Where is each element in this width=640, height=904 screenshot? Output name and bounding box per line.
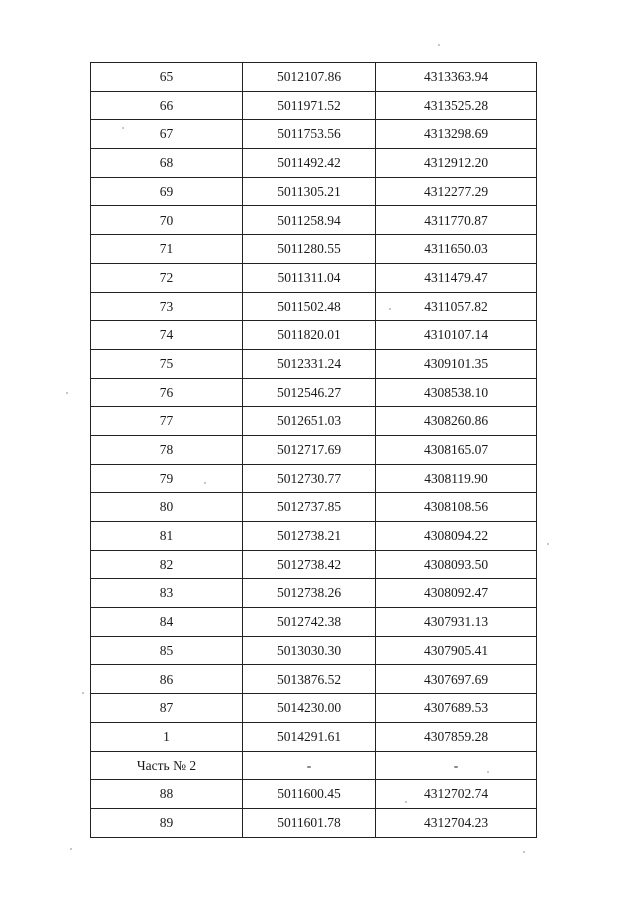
point-number-cell: 80 <box>91 493 243 522</box>
table-row <box>91 235 537 264</box>
x-coordinate-cell: 5011280.55 <box>243 235 376 264</box>
scan-speck <box>438 44 440 46</box>
x-coordinate-cell: 5011305.21 <box>243 177 376 206</box>
x-coordinate-cell: 5012738.21 <box>243 522 376 551</box>
table-row <box>91 407 537 436</box>
x-coordinate-cell: - <box>243 751 376 780</box>
y-coordinate-cell: 4309101.35 <box>376 349 537 378</box>
point-number-cell: 81 <box>91 522 243 551</box>
table-row <box>91 149 537 178</box>
scan-speck <box>70 848 72 850</box>
y-coordinate-cell: 4307931.13 <box>376 608 537 637</box>
y-coordinate-cell: 4307859.28 <box>376 722 537 751</box>
y-coordinate-cell: 4313298.69 <box>376 120 537 149</box>
y-coordinate-cell: 4307905.41 <box>376 636 537 665</box>
scan-speck <box>82 692 84 694</box>
x-coordinate-cell: 5012651.03 <box>243 407 376 436</box>
y-coordinate-cell: 4313525.28 <box>376 91 537 120</box>
table-row <box>91 378 537 407</box>
x-coordinate-cell: 5011753.56 <box>243 120 376 149</box>
scan-speck <box>405 801 407 803</box>
table-row <box>91 321 537 350</box>
table-row <box>91 349 537 378</box>
coordinates-table <box>90 62 537 838</box>
table-row <box>91 522 537 551</box>
table-row <box>91 292 537 321</box>
x-coordinate-cell: 5012737.85 <box>243 493 376 522</box>
y-coordinate-cell: 4312912.20 <box>376 149 537 178</box>
table-row <box>91 206 537 235</box>
point-number-cell: 77 <box>91 407 243 436</box>
x-coordinate-cell: 5013876.52 <box>243 665 376 694</box>
x-coordinate-cell: 5011311.04 <box>243 263 376 292</box>
y-coordinate-cell: 4312704.23 <box>376 808 537 837</box>
scan-speck <box>487 771 489 773</box>
x-coordinate-cell: 5012738.42 <box>243 550 376 579</box>
x-coordinate-cell: 5013030.30 <box>243 636 376 665</box>
point-number-cell: 84 <box>91 608 243 637</box>
y-coordinate-cell: 4308538.10 <box>376 378 537 407</box>
point-number-cell: 79 <box>91 464 243 493</box>
point-number-cell: 78 <box>91 435 243 464</box>
point-number-cell: 68 <box>91 149 243 178</box>
scan-speck <box>204 482 206 484</box>
table-row <box>91 263 537 292</box>
x-coordinate-cell: 5011601.78 <box>243 808 376 837</box>
scan-speck <box>547 543 549 545</box>
point-number-cell: 86 <box>91 665 243 694</box>
x-coordinate-cell: 5014230.00 <box>243 694 376 723</box>
x-coordinate-cell: 5012717.69 <box>243 435 376 464</box>
point-number-cell: 1 <box>91 722 243 751</box>
point-number-cell: 82 <box>91 550 243 579</box>
table-row <box>91 608 537 637</box>
scan-speck <box>122 127 124 129</box>
x-coordinate-cell: 5012107.86 <box>243 63 376 92</box>
table-row <box>91 464 537 493</box>
x-coordinate-cell: 5011820.01 <box>243 321 376 350</box>
y-coordinate-cell: 4311650.03 <box>376 235 537 264</box>
point-number-cell: 76 <box>91 378 243 407</box>
scan-speck <box>523 851 525 853</box>
point-number-cell: 71 <box>91 235 243 264</box>
x-coordinate-cell: 5011258.94 <box>243 206 376 235</box>
x-coordinate-cell: 5014291.61 <box>243 722 376 751</box>
table-row <box>91 694 537 723</box>
point-number-cell: 83 <box>91 579 243 608</box>
point-number-cell: 89 <box>91 808 243 837</box>
x-coordinate-cell: 5011492.42 <box>243 149 376 178</box>
scan-speck <box>66 392 68 394</box>
x-coordinate-cell: 5011971.52 <box>243 91 376 120</box>
y-coordinate-cell: 4312702.74 <box>376 780 537 809</box>
x-coordinate-cell: 5011502.48 <box>243 292 376 321</box>
y-coordinate-cell: 4308092.47 <box>376 579 537 608</box>
y-coordinate-cell: - <box>376 751 537 780</box>
table-row <box>91 120 537 149</box>
y-coordinate-cell: 4307697.69 <box>376 665 537 694</box>
x-coordinate-cell: 5011600.45 <box>243 780 376 809</box>
y-coordinate-cell: 4308093.50 <box>376 550 537 579</box>
x-coordinate-cell: 5012546.27 <box>243 378 376 407</box>
table-row <box>91 751 537 780</box>
y-coordinate-cell: 4310107.14 <box>376 321 537 350</box>
table-row <box>91 63 537 92</box>
point-number-cell: Часть № 2 <box>91 751 243 780</box>
x-coordinate-cell: 5012742.38 <box>243 608 376 637</box>
y-coordinate-cell: 4313363.94 <box>376 63 537 92</box>
point-number-cell: 66 <box>91 91 243 120</box>
table-row <box>91 177 537 206</box>
table-row <box>91 550 537 579</box>
table-row <box>91 579 537 608</box>
point-number-cell: 73 <box>91 292 243 321</box>
table-row <box>91 435 537 464</box>
table-row <box>91 665 537 694</box>
y-coordinate-cell: 4311770.87 <box>376 206 537 235</box>
table-row <box>91 780 537 809</box>
y-coordinate-cell: 4311057.82 <box>376 292 537 321</box>
scan-speck <box>389 308 391 310</box>
table-row <box>91 636 537 665</box>
point-number-cell: 65 <box>91 63 243 92</box>
y-coordinate-cell: 4308108.56 <box>376 493 537 522</box>
y-coordinate-cell: 4312277.29 <box>376 177 537 206</box>
y-coordinate-cell: 4308119.90 <box>376 464 537 493</box>
point-number-cell: 74 <box>91 321 243 350</box>
point-number-cell: 67 <box>91 120 243 149</box>
point-number-cell: 85 <box>91 636 243 665</box>
table-body <box>91 63 537 838</box>
x-coordinate-cell: 5012730.77 <box>243 464 376 493</box>
y-coordinate-cell: 4308165.07 <box>376 435 537 464</box>
table-row <box>91 808 537 837</box>
point-number-cell: 69 <box>91 177 243 206</box>
point-number-cell: 72 <box>91 263 243 292</box>
point-number-cell: 75 <box>91 349 243 378</box>
y-coordinate-cell: 4308094.22 <box>376 522 537 551</box>
table-row <box>91 722 537 751</box>
x-coordinate-cell: 5012331.24 <box>243 349 376 378</box>
point-number-cell: 70 <box>91 206 243 235</box>
table-row <box>91 91 537 120</box>
point-number-cell: 88 <box>91 780 243 809</box>
table-row <box>91 493 537 522</box>
x-coordinate-cell: 5012738.26 <box>243 579 376 608</box>
y-coordinate-cell: 4311479.47 <box>376 263 537 292</box>
y-coordinate-cell: 4308260.86 <box>376 407 537 436</box>
point-number-cell: 87 <box>91 694 243 723</box>
y-coordinate-cell: 4307689.53 <box>376 694 537 723</box>
